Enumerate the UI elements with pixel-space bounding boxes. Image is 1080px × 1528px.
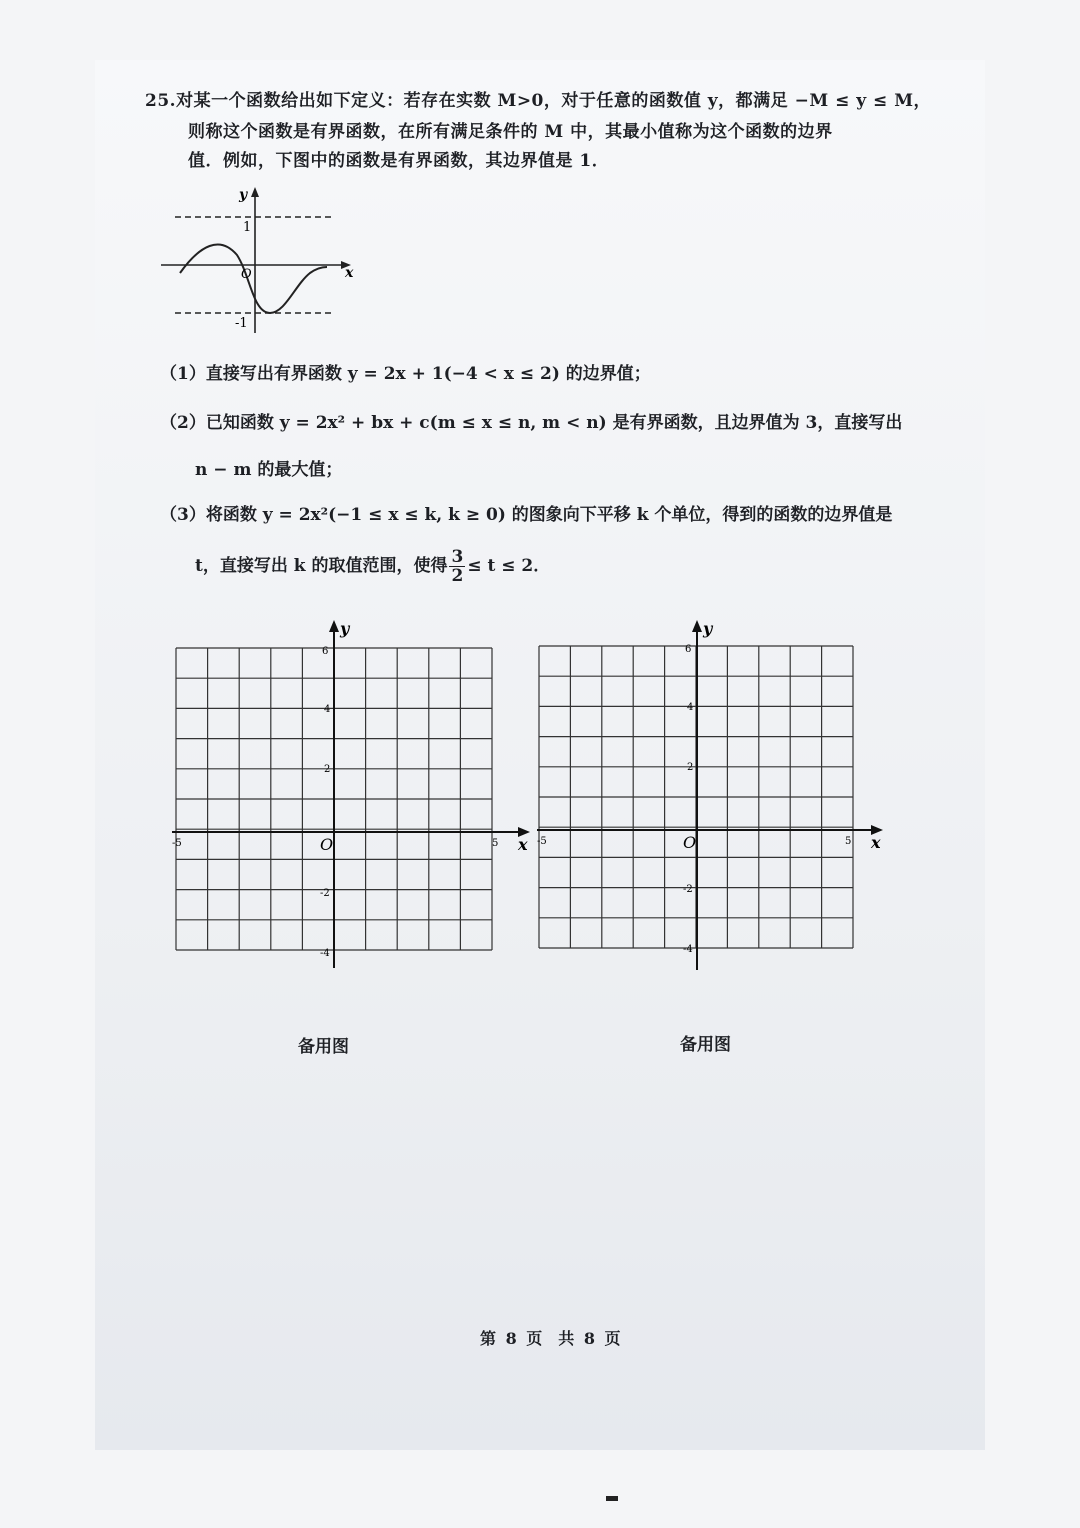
question-line-2: 则称这个函数是有界函数，在所有满足条件的 M 中，其最小值称为这个函数的边界 [188,122,833,142]
grid-right-tick-neg4: -4 [683,944,693,955]
part-2-line-1: （2）已知函数 y = 2x² + bx + c(m ≤ x ≤ n, m < n) 是有界函数，且边界值为 3，直接写出 [160,413,903,433]
fraction-numerator: 3 [451,547,464,567]
example-bounded-graph [155,185,365,335]
grid-right-tick-neg2: -2 [683,884,693,895]
part-3-line-1: （3）将函数 y = 2x²(−1 ≤ x ≤ k, k ≥ 0) 的图象向下平移 k 个单位，得到的函数的边界值是 [160,505,893,525]
example-label-1: 1 [243,220,252,235]
question-line-1 [145,86,931,111]
part-3-text-post: ≤ t ≤ 2． [467,556,551,576]
grid-left-tick-neg5: -5 [172,838,182,849]
caption-right: 备用图 [680,1035,731,1055]
grid-left-origin: O [320,835,334,854]
grid-right-origin: O [683,833,697,852]
grid-left [170,618,540,978]
example-curve [180,245,327,313]
grid-left-tick-neg2: -2 [320,888,330,899]
part-1: （1）直接写出有界函数 y = 2x + 1(−4 < x ≤ 2) 的边界值； [160,364,651,384]
example-x-label: x [345,265,354,281]
example-y-label: y [239,187,248,203]
grid-left-tick-2: 2 [324,764,331,775]
grid-left-tick-6: 6 [322,646,329,657]
grid-left-tick-4: 4 [324,704,331,715]
question-line-3: 值．例如，下图中的函数是有界函数，其边界值是 1． [188,151,610,171]
question-text-1: 对某一个函数给出如下定义：若存在实数 M>0，对于任意的函数值 y，都满足 −M ≤ y ≤ M， [176,91,932,111]
fraction-denominator: 2 [451,566,464,586]
grid-left-tick-neg4: -4 [320,948,330,959]
grid-right-tick-4: 4 [687,702,694,713]
grid-left-tick-5: 5 [492,838,499,849]
question-number: 25. [145,91,177,111]
caption-left: 备用图 [298,1037,349,1057]
grid-right [535,618,895,978]
fraction-3-over-2 [449,548,465,585]
grid-left-y-label: y [340,619,350,638]
grid-right-tick-6: 6 [685,644,692,655]
part-3-text-pre: t，直接写出 k 的取值范围，使得 [195,556,448,576]
page-footer: 第 8 页 共 8 页 [480,1329,621,1348]
grid-right-tick-5: 5 [845,836,852,847]
scan-mark [606,1496,618,1501]
example-label-neg1: -1 [235,316,248,331]
part-2-line-2: n − m 的最大值； [195,460,343,480]
grid-right-tick-neg5: -5 [537,836,547,847]
grid-right-tick-2: 2 [687,762,694,773]
part-3-line-2 [195,548,550,585]
grid-right-x-label: x [871,833,881,852]
example-origin-label: O [241,267,252,282]
grid-left-x-label: x [518,835,528,854]
grid-right-y-label: y [703,619,713,638]
